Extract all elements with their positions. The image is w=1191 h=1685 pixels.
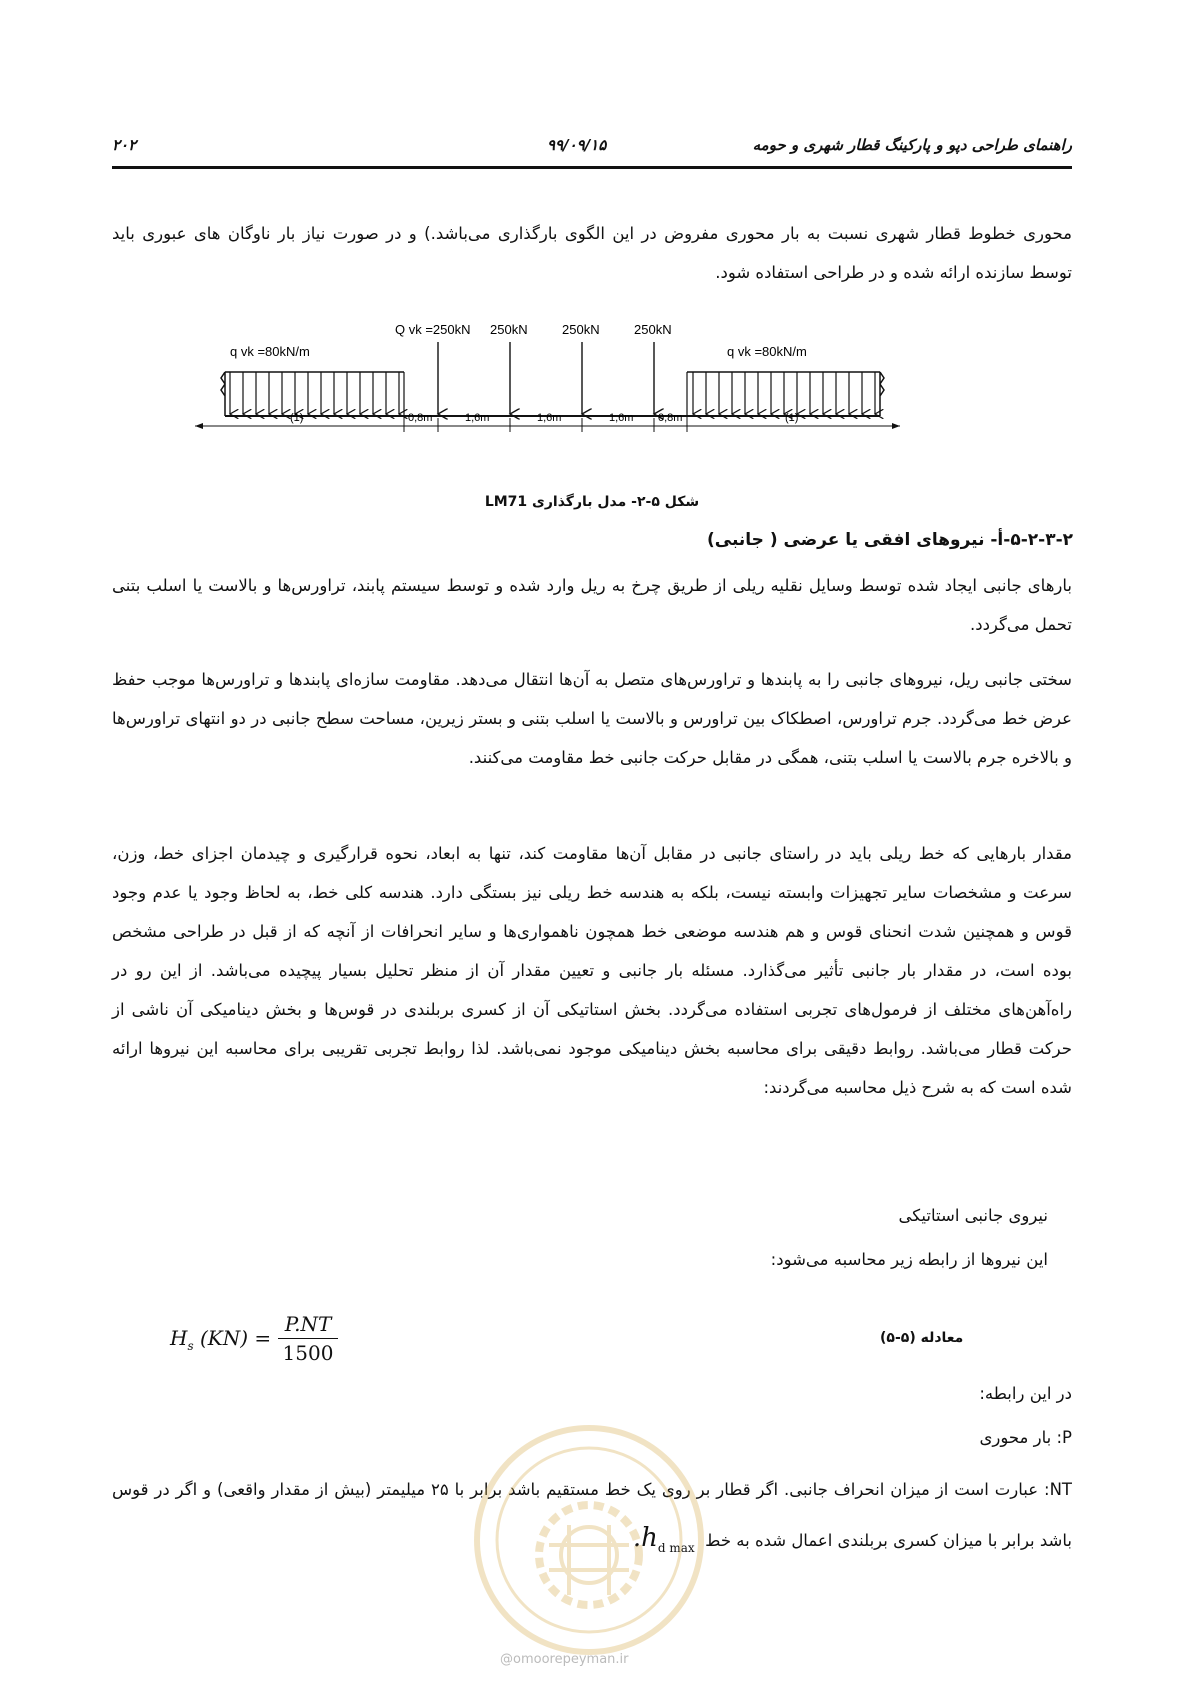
paragraph-static-force: نیروی جانبی استاتیکی — [898, 1206, 1048, 1225]
equation-lhs-sub: s — [187, 1339, 194, 1353]
paragraph-2: سختی جانبی ریل، نیروهای جانبی را به پابندها و تراورس‌های متصل به آن‌ها انتقال می‌دهد. مقاومت سازه‌ای پابندها و تراورس‌ها موجب حفظ عرض خط می‌گردد. جرم تراورس، اصطکاک بین تراورس و بالاست یا اسلب بتنی و بستر زیرین، مساحت سطح جانبی در دو انتهای تراورس‌ها و بالاخره جرم بالاست یا اسلب بتنی، همگی در مقابل حرکت جانبی خط مقاومت می‌کنند. — [112, 670, 1072, 767]
dim-a: 0,8m — [408, 412, 433, 424]
dim-right: (1) — [785, 412, 799, 424]
equation-numerator: P.NT — [278, 1312, 338, 1339]
figure-caption: شکل ۵-۲- مدل بارگذاری LM71 — [484, 494, 700, 510]
header-date: ۹۹/۰۹/۱۵ — [547, 136, 607, 154]
left-load-label: q vk =80kN/m — [230, 344, 310, 359]
equation-lhs-rest: (KN) = — [199, 1326, 272, 1350]
lm71-load-diagram — [190, 320, 970, 470]
equation-denominator: 1500 — [282, 1341, 334, 1365]
equation-lhs-symbol: H — [170, 1326, 188, 1350]
hd-tail: . — [632, 1523, 642, 1553]
point-load-2-label: 250kN — [490, 322, 528, 337]
equation-hs — [170, 1312, 370, 1372]
hd-symbol: h — [641, 1523, 658, 1553]
dim-b: 1,6m — [465, 412, 490, 424]
paragraph-1: بارهای جانبی ایجاد شده توسط وسایل نقلیه ریلی از طریق چرخ به ریل وارد شده و توسط سیستم پابند، تراورس‌ها و بالاست یا اسلب بتنی تحمل می‌گردد. — [112, 576, 1072, 634]
paragraph-formula-intro: این نیروها از رابطه زیر محاسبه می‌شود: — [770, 1250, 1048, 1269]
watermark-text: @omoorepeyman.ir — [500, 1652, 629, 1667]
watermark-seal — [469, 1420, 709, 1660]
equation-label: معادله (۵-۵) — [880, 1330, 964, 1346]
point-load-1-label: Q vk =250kN — [395, 322, 471, 337]
paragraph-3: مقدار بارهایی که خط ریلی باید در راستای جانبی در مقابل آن‌ها مقاومت کند، تنها به ابعاد، نحوه قرارگیری و چیدمان اجزای خط، وزن، سرعت و مشخصات سایر تجهیزات وابسته نیست، بلکه به هندسه خط ریلی نیز بستگی دارد. هندسه کلی خط، به لحاظ وجود یا عدم وجود قوس و همچنین شدت انحنای قوس و هم هندسه موضعی خط همچون ناهمواری‌ها و سایر انحرافات از آنچه که از قبل در طراحی مشخص بوده است، در مقدار بار جانبی تأثیر می‌گذارد. مسئله بار جانبی و تعیین مقدار آن از منظر تحلیل بسیار پیچیده می‌باشد. از این رو در راه‌آهن‌های مختلف از فرمول‌های تجربی استفاده می‌گردد. بخش استاتیکی آن از کسری بربلندی در قوس‌ها و بخش دینامیکی آن ناشی از حرکت قطار می‌باشد. روابط دقیقی برای محاسبه بخش دینامیکی موجود نمی‌باشد. لذا روابط تجربی تقریبی برای محاسبه این نیروها ارائه شده است که به شرح ذیل محاسبه می‌گردند: — [112, 844, 1072, 1097]
hd-sub: d max — [657, 1541, 695, 1556]
right-load-label: q vk =80kN/m — [727, 344, 807, 359]
dim-left: (1) — [290, 412, 304, 424]
dim-c: 1,6m — [537, 412, 562, 424]
equation-lhs — [170, 1326, 271, 1353]
paragraph-p-definition: P: بار محوری — [979, 1428, 1072, 1447]
nt-definition-text: NT: عبارت است از میزان انحراف جانبی. اگر قطار بر روی یک خط مستقیم باشد برابر با ۲۵ میلیمتر (بیش از مقدار واقعی) و اگر در قوس باشد برابر با میزان کسری بربلندی اعمال شده به خط — [112, 1480, 1072, 1550]
section-heading: ۵-۲-۳-۲-أ- نیروهای افقی یا عرضی ( جانبی) — [706, 530, 1073, 550]
point-load-4-label: 250kN — [634, 322, 672, 337]
equation-fraction — [278, 1312, 338, 1365]
header-rule — [112, 166, 1072, 169]
intro-paragraph: محوری خطوط قطار شهری نسبت به بار محوری مفروض در این الگوی بارگذاری می‌باشد.) و در صورت نیاز بار ناوگان های عبوری باید توسط سازنده ارائه شده و در طراحی استفاده شود. — [112, 224, 1072, 282]
dim-d: 1,6m — [609, 412, 634, 424]
point-load-3-label: 250kN — [562, 322, 600, 337]
dim-e: 0,8m — [658, 412, 683, 424]
page-header — [112, 132, 1072, 162]
page-number: ۲۰۲ — [112, 136, 137, 154]
paragraph-where: در این رابطه: — [979, 1384, 1072, 1403]
header-title: راهنمای طراحی دپو و پارکینگ قطار شهری و حومه — [752, 136, 1072, 154]
